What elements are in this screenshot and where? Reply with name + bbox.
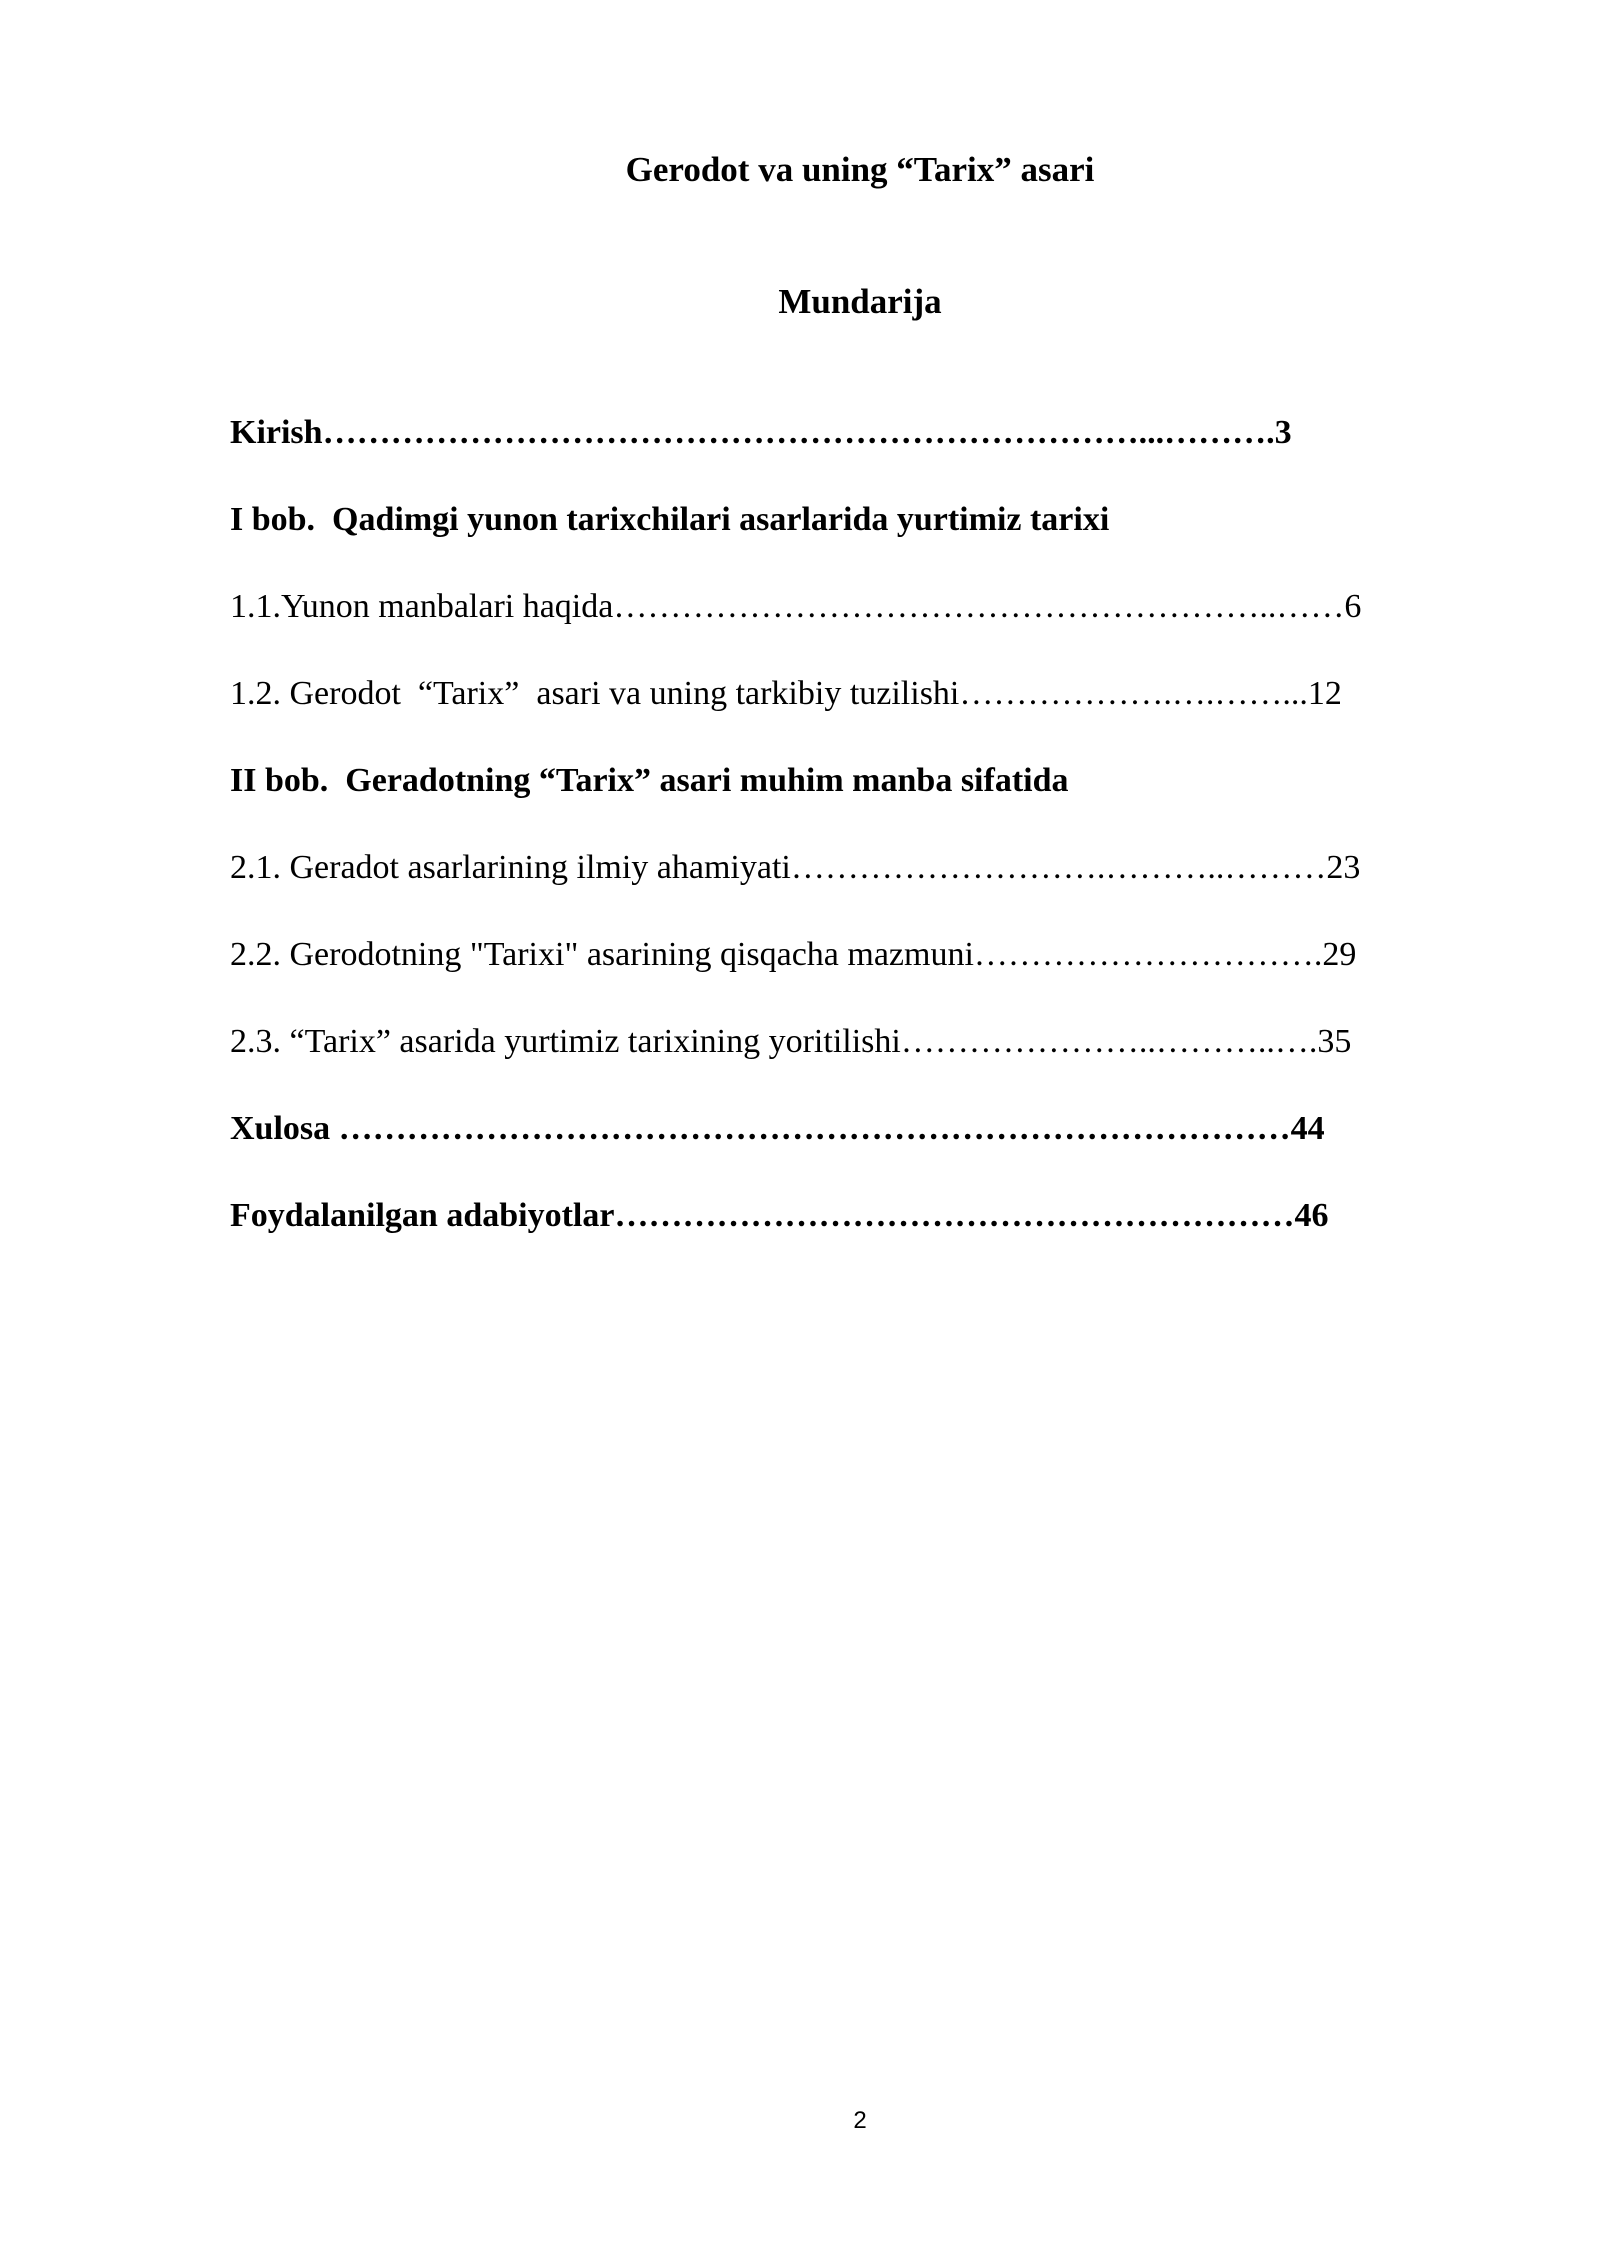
toc-entry-text: 2.3. “Tarix” asarida yurtimiz tarixining yoritilishi…………………..………..….35 [230, 1023, 1352, 1060]
toc-entry-kirish[interactable] [230, 411, 1292, 455]
toc-section-2-3[interactable] [230, 1020, 1351, 1064]
toc-entry-text: 1.2. Gerodot “Tarix” asari va uning tarkibiy tuzilishi……………….….……...12 [230, 675, 1342, 712]
toc-entry-xulosa[interactable] [230, 1107, 1325, 1151]
toc-entry-text: 1.1.Yunon manbalari haqida…………………………………………………..……6 [230, 588, 1362, 625]
toc-entry-text: 2.2. Gerodotning "Tarixi" asarining qisqacha mazmuni………………………….29 [230, 936, 1357, 973]
toc-chapter-2[interactable] [230, 759, 1069, 803]
toc-entry-text: Foydalanilgan adabiyotlar……………………………………………………46 [230, 1197, 1329, 1234]
toc-heading: Mundarija [778, 282, 942, 321]
toc-entry-text: Xulosa …………………………………………………………………………44 [230, 1110, 1325, 1147]
toc-chapter-1[interactable] [230, 498, 1109, 542]
toc-entry-text: Kirish………………………………………………………………...……….3 [230, 414, 1292, 451]
toc-section-2-2[interactable] [230, 933, 1356, 977]
document-title: Gerodot va uning “Tarix” asari [625, 150, 1095, 189]
toc-section-2-1[interactable] [230, 846, 1360, 890]
toc-section-1-2[interactable] [230, 672, 1342, 716]
toc-entry-text: I bob. Qadimgi yunon tarixchilari asarlarida yurtimiz tarixi [230, 501, 1110, 538]
toc-entry-text: 2.1. Geradot asarlarining ilmiy ahamiyati……………………….………..………23 [230, 849, 1361, 886]
page-number: 2 [853, 2107, 867, 2134]
toc-section-1-1[interactable] [230, 585, 1361, 629]
toc-entry-text: II bob. Geradotning “Tarix” asari muhim manba sifatida [230, 762, 1069, 799]
toc-entry-bibliography[interactable] [230, 1194, 1328, 1238]
